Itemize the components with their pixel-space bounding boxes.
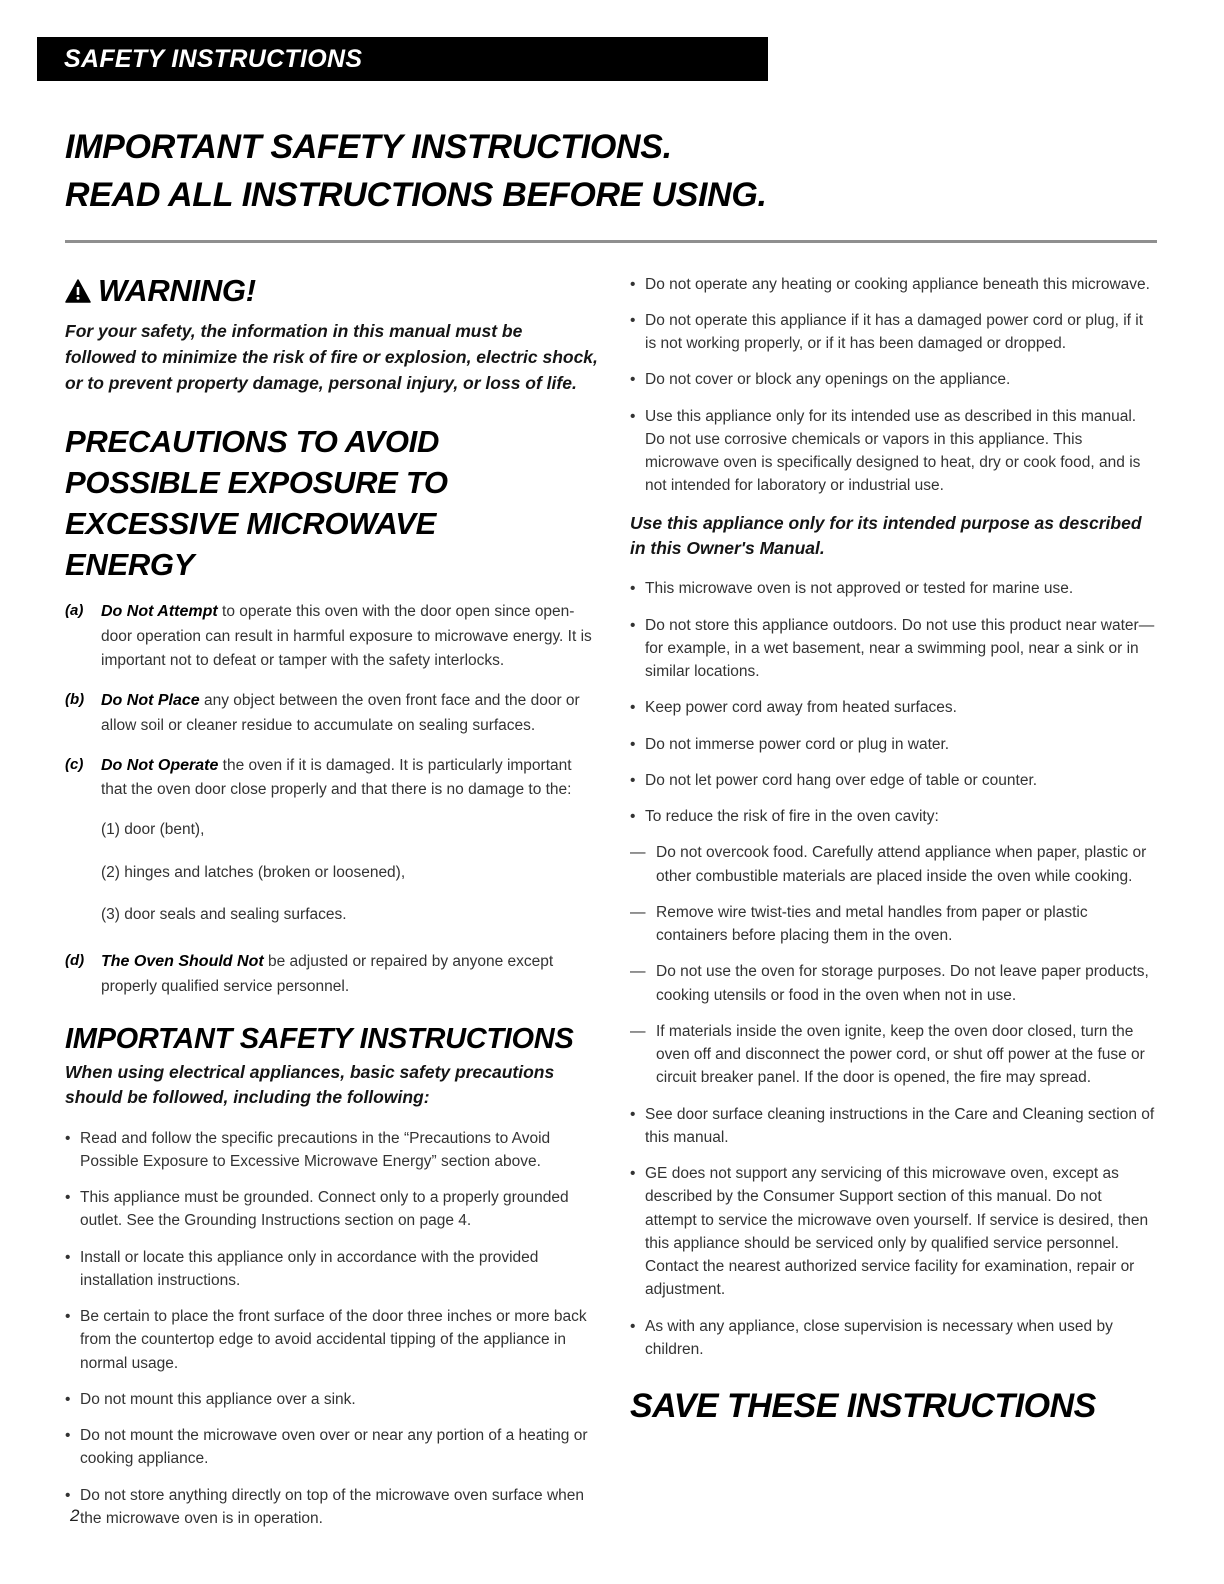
precaution-item-a-label: (a): [65, 601, 84, 619]
precaution-item-c-label: (c): [65, 755, 84, 773]
list-item: • Do not store this appliance outdoors. Do not use this product near water—for example, in a wet basement, near a swimming pool, near a sink or in similar locations.: [630, 614, 1157, 684]
damage-list-item-2: (2) hinges and latches (broken or loosened),: [101, 863, 406, 881]
precaution-item-c: [65, 754, 598, 803]
precaution-item-b-label: (b): [65, 690, 85, 708]
section-header-label: SAFETY INSTRUCTIONS: [64, 44, 363, 73]
warning-triangle-icon: [65, 279, 91, 303]
precaution-item-a-text: to operate this oven with the door open since open-door operation can result in harmful exposure to microwave energy. It is important not to defeat or tamper with the safety interlocks.: [101, 602, 592, 669]
list-item: • Do not mount this appliance over a sink.: [65, 1388, 598, 1411]
damage-list-item-3: (3) door seals and sealing surfaces.: [101, 905, 347, 923]
list-item: • GE does not support any servicing of this microwave oven, except as described by the Consumer Support section of this manual. Do not attempt to service the microwave oven yourself. If service is desired, then this appliance should be serviced only by qualified service personnel. Contact the nearest authorized service facility for examination, repair or adjustment.: [630, 1162, 1157, 1302]
list-item: • Keep power cord away from heated surfaces.: [630, 696, 1157, 719]
list-item: — Do not overcook food. Carefully attend appliance when paper, plastic or other combustible materials are placed inside the oven while cooking.: [630, 841, 1157, 888]
precaution-item-c-body: [101, 754, 598, 803]
list-item: • Install or locate this appliance only in accordance with the provided installation instructions.: [65, 1246, 598, 1293]
precaution-item-d-body: [101, 950, 598, 999]
list-item: • This microwave oven is not approved or tested for marine use.: [630, 577, 1157, 600]
precautions-heading: PRECAUTIONS TO AVOID POSSIBLE EXPOSURE TO EXCESSIVE MICROWAVE ENERGY: [65, 424, 448, 582]
page-title-line2: READ ALL INSTRUCTIONS BEFORE USING.: [65, 176, 767, 215]
warning-heading: [65, 273, 598, 309]
right-mid-bullet-list: [630, 577, 1157, 828]
page-content: [65, 123, 1159, 1543]
save-instructions-heading: SAVE THESE INSTRUCTIONS: [630, 1387, 1096, 1426]
list-item: • See door surface cleaning instructions in the Care and Cleaning section of this manual.: [630, 1103, 1157, 1150]
list-item: • As with any appliance, close supervision is necessary when used by children.: [630, 1315, 1157, 1362]
list-item: • Do not immerse power cord or plug in water.: [630, 733, 1157, 756]
list-item: • Do not cover or block any openings on the appliance.: [630, 368, 1157, 391]
page-title-line1: IMPORTANT SAFETY INSTRUCTIONS.: [65, 128, 672, 166]
warning-heading-label: WARNING!: [98, 272, 256, 308]
precaution-item-b-text: any object between the oven front face and the door or allow soil or cleaner residue to accumulate on sealing surfaces.: [101, 691, 580, 734]
right-bottom-bullet-list: [630, 1103, 1157, 1362]
precaution-item-d: [65, 950, 598, 999]
intended-purpose-note: Use this appliance only for its intended purpose as described in this Owner's Manual.: [630, 512, 1142, 558]
precaution-item-b-body: [101, 689, 598, 738]
precaution-item-a-lead: Do Not Attempt: [101, 602, 218, 620]
precaution-item-d-label: (d): [65, 952, 85, 970]
list-item: • Do not let power cord hang over edge of table or counter.: [630, 769, 1157, 792]
two-column-layout: [65, 273, 1159, 1544]
precaution-item-c-text: the oven if it is damaged. It is particularly important that the oven door close properly and that there is no damage to the:: [101, 756, 572, 799]
title-divider: [65, 240, 1157, 243]
precaution-item-d-text: be adjusted or repaired by anyone except properly qualified service personnel.: [101, 953, 554, 995]
list-item: • Use this appliance only for its intended use as described in this manual. Do not use corrosive chemicals or vapors in this appliance. This microwave oven is specifically designed to heat, dry or cook food, and is not intended for laboratory or industrial use.: [630, 405, 1157, 498]
damage-list-item-1: (1) door (bent),: [101, 821, 205, 839]
list-item: • Read and follow the specific precautions in the “Precautions to Avoid Possible Exposure to Excessive Microwave Energy” section above.: [65, 1127, 598, 1174]
left-column: [65, 273, 598, 1544]
page-title: [65, 123, 1159, 220]
section-header-bar: [37, 37, 768, 81]
right-column: [630, 273, 1157, 1544]
right-top-bullet-list: [630, 273, 1157, 498]
important-safety-bullet-list: [65, 1127, 598, 1531]
precaution-item-a: [65, 600, 598, 673]
precaution-item-b: [65, 689, 598, 738]
list-item: — If materials inside the oven ignite, keep the oven door closed, turn the oven off and disconnect the power cord, or shut off power at the fuse or circuit breaker panel. If the door is opened, the fire may spread.: [630, 1020, 1157, 1090]
list-item: • This appliance must be grounded. Connect only to a properly grounded outlet. See the Grounding Instructions section on page 4.: [65, 1186, 598, 1233]
list-item: • To reduce the risk of fire in the oven cavity:: [630, 805, 1157, 828]
list-item: • Do not operate this appliance if it has a damaged power cord or plug, if it is not working properly, or if it has been damaged or dropped.: [630, 309, 1157, 356]
precaution-item-d-lead: The Oven Should Not: [101, 953, 264, 971]
important-safety-heading: IMPORTANT SAFETY INSTRUCTIONS: [65, 1022, 574, 1055]
list-item: — Remove wire twist-ties and metal handles from paper or plastic containers before placing them in the oven.: [630, 901, 1157, 948]
precaution-item-b-lead: Do Not Place: [101, 691, 200, 709]
list-item: • Do not mount the microwave oven over or near any portion of a heating or cooking appliance.: [65, 1424, 598, 1471]
fire-risk-dash-list: [630, 841, 1157, 1089]
warning-body-text: For your safety, the information in this manual must be followed to minimize the risk of fire or explosion, electric shock, or to prevent property damage, personal injury, or loss of life.: [65, 320, 598, 394]
list-item: — Do not use the oven for storage purposes. Do not leave paper products, cooking utensils or food in the oven when not in use.: [630, 960, 1157, 1007]
precaution-item-a-body: [101, 600, 598, 673]
list-item: • Do not store anything directly on top of the microwave oven surface when the microwave oven is in operation.: [65, 1484, 598, 1531]
page-number: 2: [70, 1506, 80, 1525]
list-item: • Do not operate any heating or cooking appliance beneath this microwave.: [630, 273, 1157, 296]
precaution-item-c-lead: Do Not Operate: [101, 756, 219, 774]
important-safety-subheading: When using electrical appliances, basic safety precautions should be followed, including the following:: [65, 1061, 555, 1108]
list-item: • Be certain to place the front surface of the door three inches or more back from the countertop edge to avoid accidental tipping of the appliance in normal usage.: [65, 1305, 598, 1375]
